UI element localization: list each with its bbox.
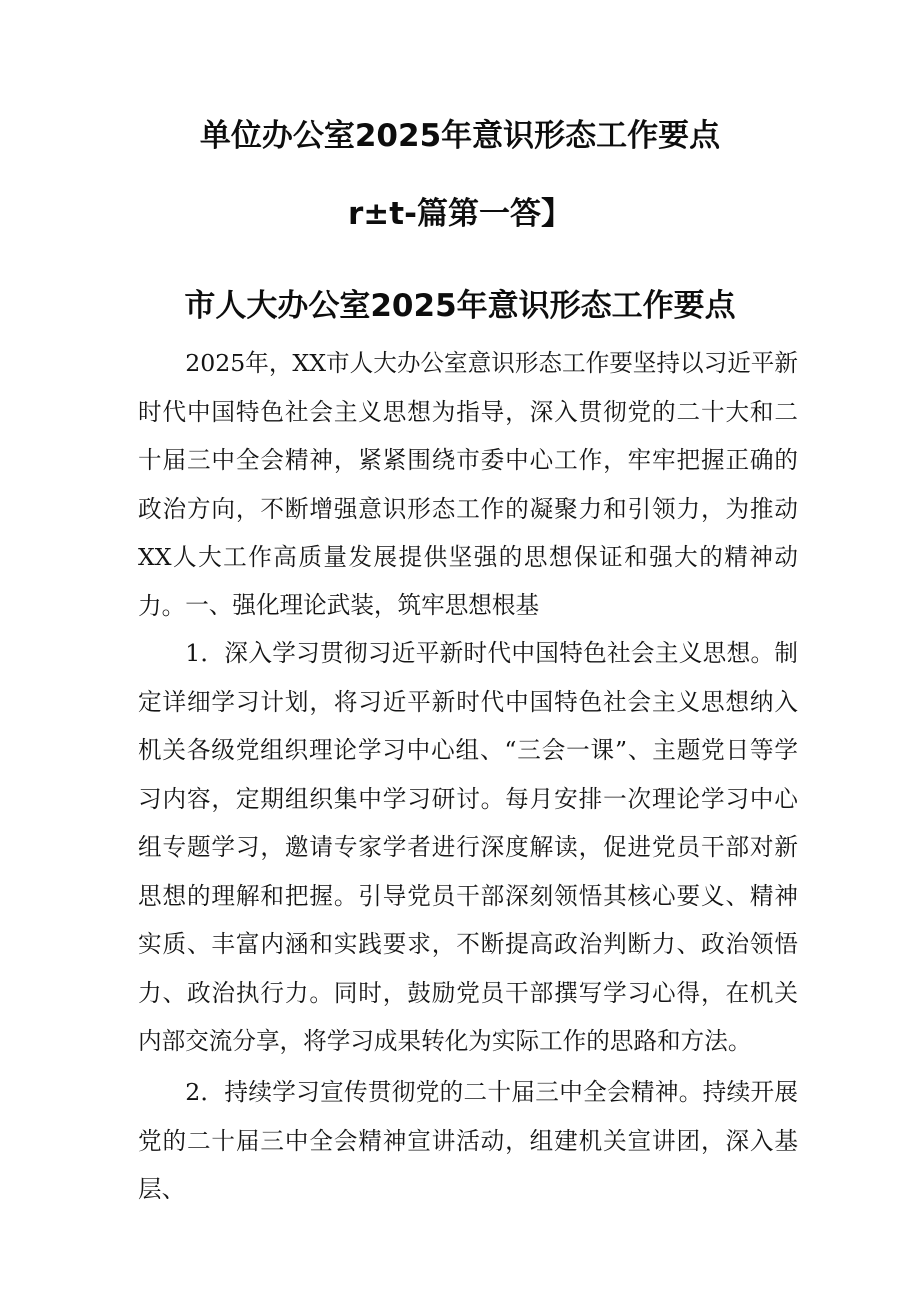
item-2-paragraph: 2．持续学习宣传贯彻党的二十届三中全会精神。持续开展党的二十届三中全会精神宣讲活动，组建机关宣讲团，深入基层、 [138, 1078, 798, 1203]
document-subtitle: 市人大办公室2025年意识形态工作要点 [184, 288, 736, 324]
intro-paragraph: 2025年，XX市人大办公室意识形态工作要坚持以习近平新时代中国特色社会主义思想为指导，深入贯彻党的二十大和二十届三中全会精神，紧紧围绕市委中心工作，牢牢把握正确的政治方向，不断增强意识形态工作的凝聚力和引领力，为推动XX人大工作高质量发展提供坚强的思想保证和强大的精神动力。 [138, 349, 798, 620]
document-title: 单位办公室2025年意识形态工作要点 [199, 118, 721, 154]
item-1-paragraph: 1．深入学习贯彻习近平新时代中国特色社会主义思想。制定详细学习计划，将习近平新时代中国特色社会主义思想纳入机关各级党组织理论学习中心组、“三会一课”、主题党日等学习内容，定期组织集中学习研讨。每月安排一次理论学习中心组专题学习，邀请专家学者进行深度解读，促进党员干部对新思想的理解和把握。引导党员干部深刻领悟其核心要义、精神实质、丰富内涵和实践要求，不断提高政治判断力、政治领悟力、政治执行力。同时，鼓励党员干部撰写学习心得，在机关内部交流分享，将学习成果转化为实际工作的思路和方法。 [138, 639, 798, 1055]
document-title-line-2: r±t-篇第一答】 [348, 196, 572, 232]
section-heading: 一、强化理论武装，筑牢思想根基 [185, 591, 540, 619]
